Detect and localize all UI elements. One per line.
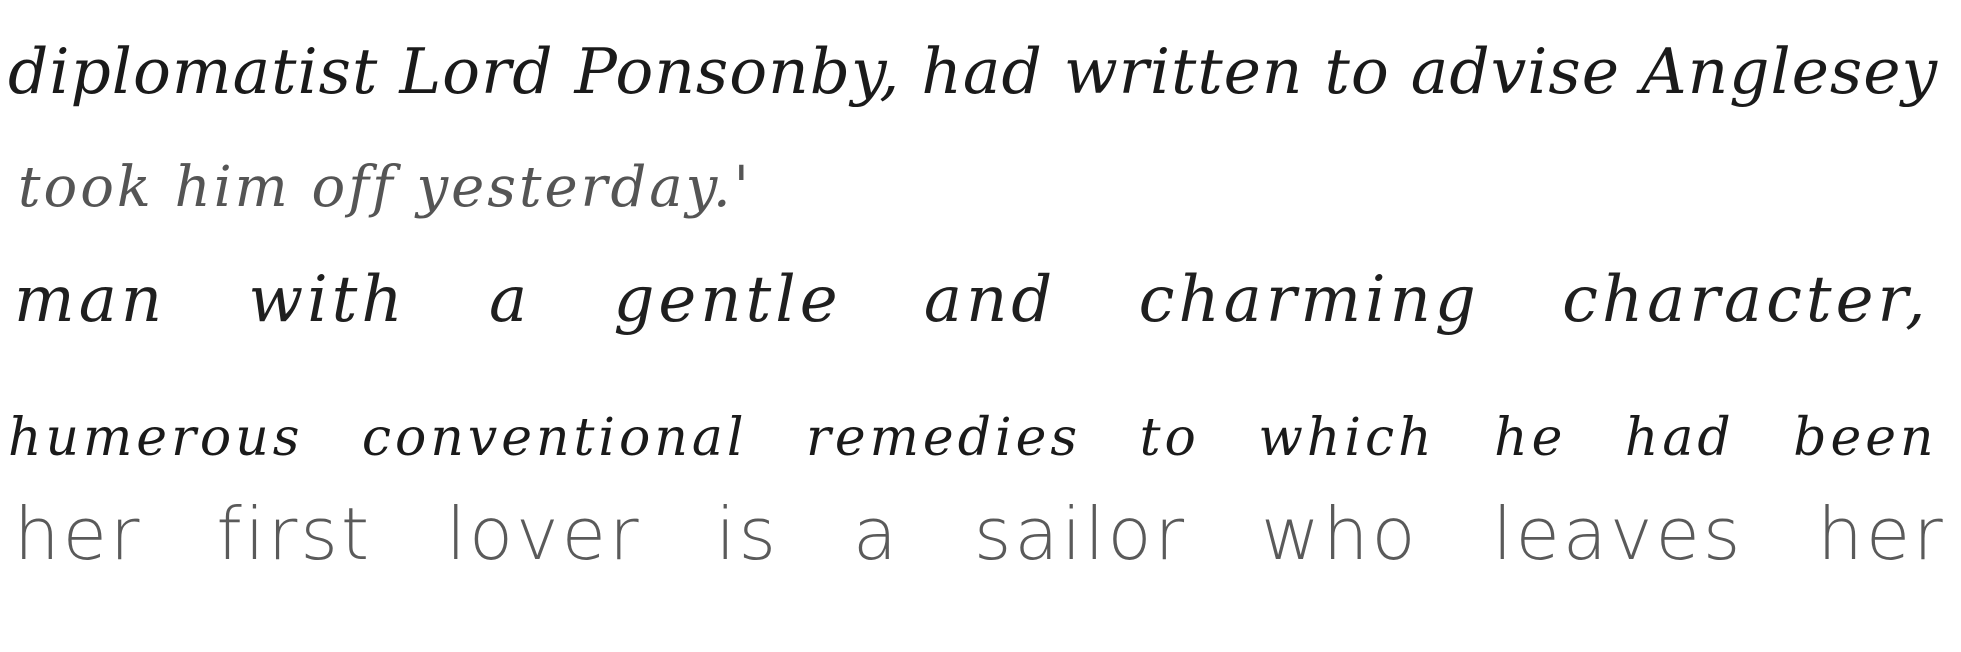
handwritten-line-5: her first lover is a sailor who leaves her	[14, 492, 1946, 576]
handwritten-line-3: man with a gentle and charming character,	[14, 263, 1930, 337]
handwritten-line-1: diplomatist Lord Ponsonby, had written to advise Anglesey	[8, 35, 1939, 108]
handwritten-line-2: took him off yesterday.'	[18, 155, 753, 220]
handwritten-line-4: humerous conventional remedies to which he had been	[8, 408, 1938, 468]
